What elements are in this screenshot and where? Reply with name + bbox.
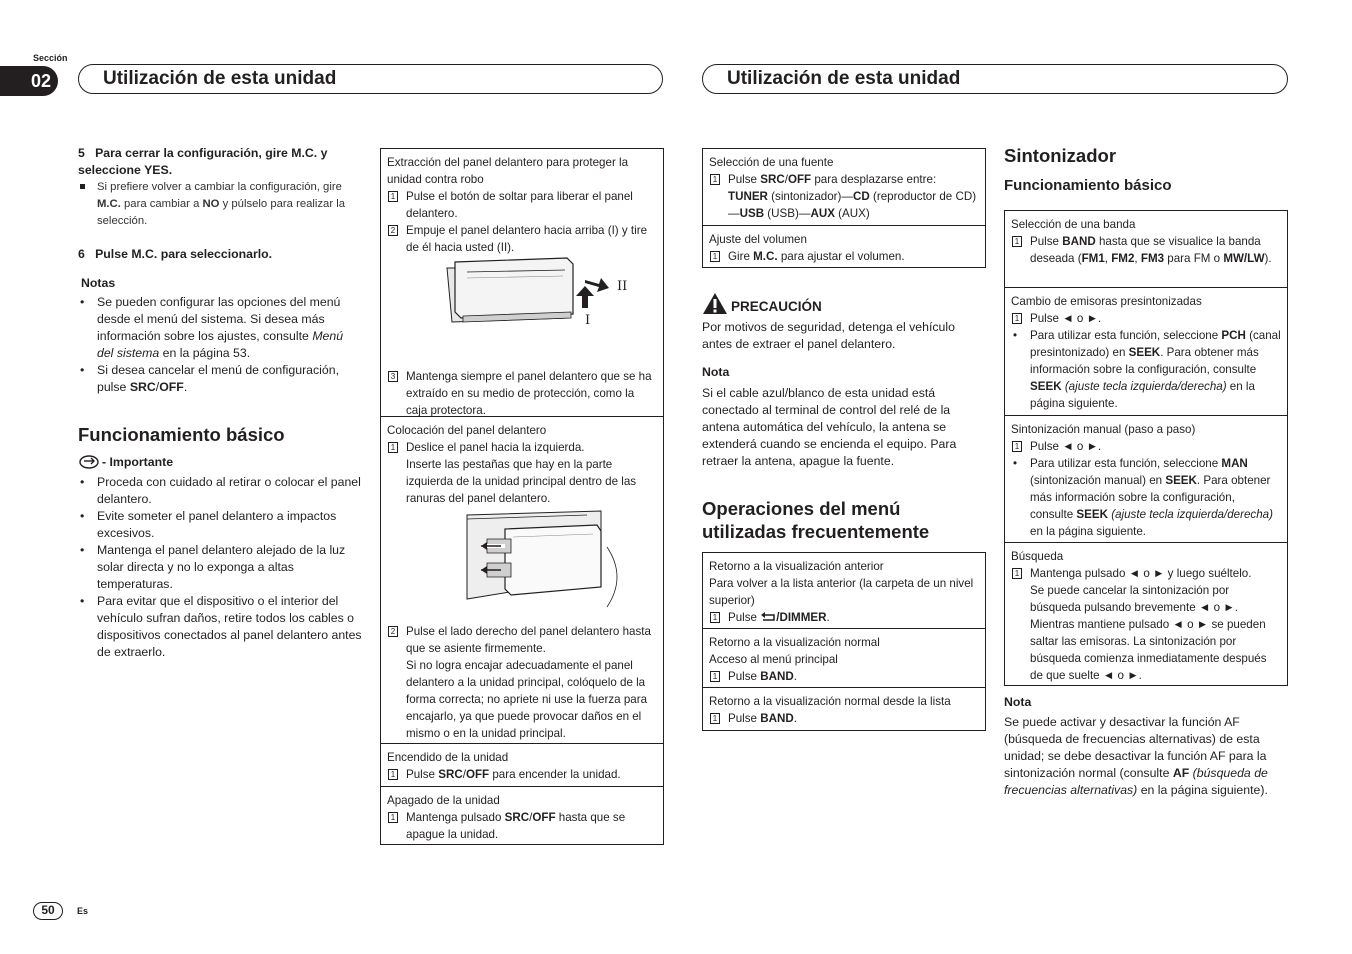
figure-label-2: II bbox=[617, 279, 628, 294]
search-cell bbox=[1005, 543, 1287, 688]
importante-item: • Para evitar que el dispositivo o el interior del vehículo sufran daños, retire todos los cables o dispositivos conectados al panel delantero antes de extraerlo. bbox=[78, 593, 362, 661]
column-1 bbox=[78, 145, 362, 661]
figure-label-1: I bbox=[585, 313, 591, 328]
off-title: Apagado de la unidad bbox=[387, 794, 500, 807]
nota-text: Si el cable azul/blanco de esta unidad está conectado al terminal de control del relé de la antena automática del vehículo, la antena se extenderá cuando se encienda el equipo. Para retraer la antena, apague la fuente. bbox=[702, 386, 957, 468]
back-icon bbox=[760, 610, 776, 627]
precaucion-text: Por motivos de seguridad, detenga el vehículo antes de extraer el panel delantero. bbox=[702, 320, 955, 351]
band-cell bbox=[1005, 211, 1287, 288]
return-list-cell bbox=[703, 688, 985, 731]
place-figure bbox=[387, 507, 657, 623]
source-title: Selección de una fuente bbox=[709, 156, 834, 169]
band-title: Selección de una banda bbox=[1011, 218, 1136, 231]
page-number: 50 bbox=[33, 902, 63, 920]
funcionamiento-title: Funcionamiento básico bbox=[78, 424, 285, 445]
extract-step-2: 2 Empuje el panel delantero hacia arriba (I) y tire de él hacia usted (II). bbox=[387, 222, 657, 256]
language-code: Es bbox=[77, 906, 89, 916]
source-list: TUNER (sintonizador)—CD (reproductor de CD)—USB (USB)—AUX (AUX) bbox=[728, 190, 977, 220]
place-step-1: 1 Deslice el panel hacia la izquierda. bbox=[387, 439, 657, 456]
importante-icon bbox=[78, 455, 100, 474]
manual-bullet: • Para utilizar esta función, seleccione MAN (sintonización manual) en SEEK. Para obtener más información sobre la configuración, consulte SEEK (ajuste tecla izquierda/derecha) en la página siguiente. bbox=[1011, 455, 1281, 540]
note-1: • Se pueden configurar las opciones del menú desde el menú del sistema. Si desea más información sobre los ajustes, consulte Menú del sistema en la página 53. bbox=[78, 294, 362, 362]
return-normal-cell bbox=[703, 629, 985, 688]
volume-cell bbox=[703, 226, 985, 269]
column-2-table bbox=[380, 148, 664, 845]
place-step-2: 2 Pulse el lado derecho del panel delantero hasta que se asiente firmemente. bbox=[387, 623, 657, 657]
off-step-1: 1 Mantenga pulsado SRC/OFF hasta que se apague la unidad. bbox=[387, 809, 657, 843]
importante-item: • Mantenga el panel delantero alejado de la luz solar directa y no lo exponga a altas temperaturas. bbox=[78, 542, 362, 593]
nota-title: Nota bbox=[702, 365, 730, 379]
tuner-func-title: Funcionamiento básico bbox=[1004, 177, 1172, 194]
return-list-title: Retorno a la visualización normal desde la lista bbox=[709, 695, 951, 708]
page-header-right: Utilización de esta unidad bbox=[702, 64, 1288, 94]
notes-title: Notas bbox=[81, 276, 116, 290]
return-prev-step: 1 Pulse /DIMMER. bbox=[709, 609, 979, 627]
place-cell bbox=[381, 417, 663, 744]
menu-ops-table bbox=[702, 552, 986, 731]
tuner-nota-title: Nota bbox=[1004, 695, 1032, 709]
search-step: 1 Mantenga pulsado ◄ o ► y luego suéltelo. bbox=[1011, 565, 1281, 582]
step-5: 5 Para cerrar la configuración, gire M.C. y seleccione YES. bbox=[78, 146, 328, 177]
note-2: • Si desea cancelar el menú de configuración, pulse SRC/OFF. bbox=[78, 362, 362, 396]
preset-bullet: • Para utilizar esta función, seleccione PCH (canal presintonizado) en SEEK. Para obtener más información sobre la configuración, consulte SEEK (ajuste tecla izquierda/derecha) en la página siguiente. bbox=[1011, 327, 1281, 412]
off-cell bbox=[381, 787, 663, 847]
preset-title: Cambio de emisoras presintonizadas bbox=[1011, 295, 1202, 308]
preset-cell bbox=[1005, 288, 1287, 416]
return-prev-cell bbox=[703, 553, 985, 629]
step-6: 6 Pulse M.C. para seleccionarlo. bbox=[78, 247, 273, 261]
volume-title: Ajuste del volumen bbox=[709, 233, 807, 246]
manual-cell bbox=[1005, 416, 1287, 543]
step-5-bullet: Si prefiere volver a cambiar la configuración, gire M.C. para cambiar a NO y púlselo para realizar la selección. bbox=[78, 179, 362, 230]
section-label: Sección bbox=[33, 53, 68, 63]
importante-title: - Importante bbox=[78, 454, 362, 474]
on-title: Encendido de la unidad bbox=[387, 751, 509, 764]
manual-step: 1 Pulse ◄ o ►. bbox=[1011, 438, 1281, 455]
place-step-2-detail: Si no logra encajar adecuadamente el panel delantero a la unidad principal, colóquelo de la forma correcta; no apriete ni use la fuerza para encajarlo, ya que puede provocar daños en el mismo o en la unidad principal. bbox=[406, 659, 648, 740]
section-number: 02 bbox=[0, 66, 58, 96]
source-cell bbox=[703, 149, 985, 226]
page-header-left: Utilización de esta unidad bbox=[78, 64, 663, 94]
preset-step: 1 Pulse ◄ o ►. bbox=[1011, 310, 1281, 327]
on-step-1: 1 Pulse SRC/OFF para encender la unidad. bbox=[387, 766, 657, 783]
search-detail-1: Se puede cancelar la sintonización por búsqueda pulsando brevemente ◄ o ►. bbox=[1030, 584, 1238, 614]
volume-step-1: 1 Gire M.C. para ajustar el volumen. bbox=[709, 248, 979, 265]
return-normal-step: 1 Pulse BAND. bbox=[709, 668, 979, 685]
extract-step-1: 1 Pulse el botón de soltar para liberar el panel delantero. bbox=[387, 188, 657, 222]
on-cell bbox=[381, 744, 663, 787]
extract-cell bbox=[381, 149, 663, 417]
return-normal-title: Retorno a la visualización normal bbox=[709, 636, 880, 649]
search-detail-2: Mientras mantiene pulsado ◄ o ► se pueden saltar las emisoras. La sintonización por búsqueda comienza inmediatamente después de que suelte ◄ o ►. bbox=[1030, 618, 1267, 682]
tuner-table bbox=[1004, 210, 1288, 686]
return-list-step: 1 Pulse BAND. bbox=[709, 710, 979, 727]
precaucion-title: PRECAUCIÓN bbox=[702, 292, 986, 319]
place-title: Colocación del panel delantero bbox=[387, 424, 547, 437]
importante-item: • Proceda con cuidado al retirar o colocar el panel delantero. bbox=[78, 474, 362, 508]
warning-icon bbox=[702, 292, 728, 319]
band-step: 1 Pulse BAND hasta que se visualice la banda deseada (FM1, FM2, FM3 para FM o MW/LW). bbox=[1011, 233, 1281, 267]
importante-list bbox=[78, 474, 362, 661]
return-prev-title: Retorno a la visualización anterior bbox=[709, 560, 884, 573]
importante-item: • Evite someter el panel delantero a impactos excesivos. bbox=[78, 508, 362, 542]
notes-list bbox=[78, 294, 362, 396]
return-normal-desc: Acceso al menú principal bbox=[709, 653, 838, 666]
tuner-nota-text: Se puede activar y desactivar la función AF (búsqueda de frecuencias alternativas) de esta unidad; se debe desactivar la función AF para la sintonización normal (consulte AF (búsqueda de frecuencias alternativas) en la página siguiente). bbox=[1004, 715, 1268, 797]
search-title: Búsqueda bbox=[1011, 550, 1064, 563]
manual-title: Sintonización manual (paso a paso) bbox=[1011, 423, 1196, 436]
extract-title: Extracción del panel delantero para proteger la unidad contra robo bbox=[387, 156, 629, 186]
column-3-text bbox=[702, 292, 986, 543]
source-step-1: 1 Pulse SRC/OFF para desplazarse entre: bbox=[709, 171, 979, 188]
tuner-nota bbox=[1004, 694, 1288, 799]
place-step-1-detail: Inserte las pestañas que hay en la parte izquierda de la unidad principal dentro de las ranuras del panel delantero. bbox=[406, 458, 637, 505]
extract-figure bbox=[387, 256, 657, 368]
tuner-title: Sintonizador bbox=[1004, 145, 1117, 166]
ops-title: Operaciones del menú utilizadas frecuentemente bbox=[702, 498, 930, 542]
extract-step-3: 3 Mantenga siempre el panel delantero que se ha extraído en su medio de protección, como la caja protectora. bbox=[387, 368, 657, 419]
source-volume-table bbox=[702, 148, 986, 268]
return-prev-desc: Para volver a la lista anterior (la carpeta de un nivel superior) bbox=[709, 577, 974, 607]
